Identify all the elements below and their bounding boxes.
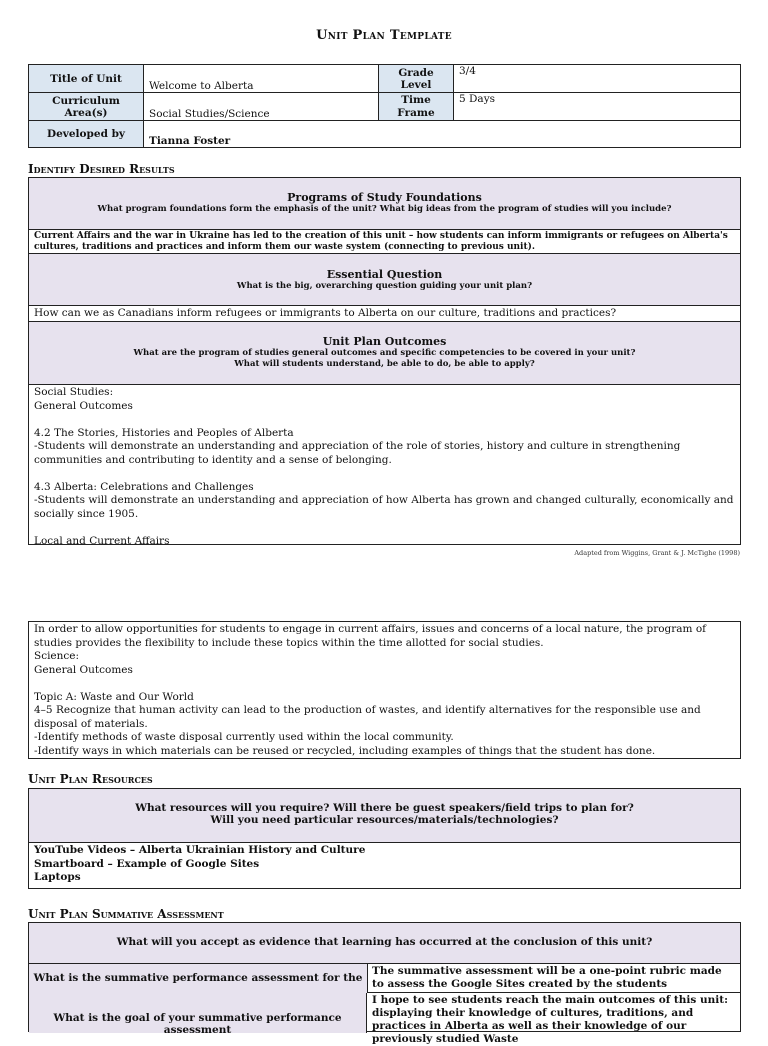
resources-list: YouTube Videos – Alberta Ukrainian History and Culture Smartboard – Example of Google Sites Laptops xyxy=(34,844,366,883)
assessment-row-1 xyxy=(29,964,740,993)
essential-question-prompt: What is the big, overarching question guiding your unit plan? xyxy=(236,281,533,291)
resources-list-band xyxy=(29,843,740,890)
outcomes-title: Unit Plan Outcomes xyxy=(322,335,447,348)
unit-info-table xyxy=(28,64,741,148)
outcomes-header xyxy=(29,322,740,385)
resources-header xyxy=(29,789,740,843)
time-frame-value: 5 Days xyxy=(454,93,741,121)
developed-by-value: Tianna Foster xyxy=(144,121,741,148)
assessment-prompt: What will you accept as evidence that learning has occurred at the conclusion of this unit? xyxy=(116,936,653,948)
summative-assessment-question: What is the summative performance assessment for the xyxy=(29,964,368,993)
resources-prompt-1: What resources will you require? Will there be guest speakers/field trips to plan for? xyxy=(135,802,634,814)
developed-by-label: Developed by xyxy=(29,121,144,148)
assessment-header xyxy=(29,923,740,964)
continued-outcomes-box xyxy=(28,621,741,759)
resources-heading: Unit Plan Resources xyxy=(28,772,153,786)
summative-goal-question: What is the goal of your summative performance assessment xyxy=(29,993,367,1033)
outcomes-prompt-1: What are the program of studies general outcomes and specific competencies to be covered in your unit? xyxy=(133,348,636,358)
foundations-header xyxy=(29,178,740,230)
essential-question-answer-band xyxy=(29,306,740,322)
essential-question-header xyxy=(29,254,740,306)
desired-results-box xyxy=(28,177,741,545)
outcomes-text: Social Studies: General Outcomes 4.2 The Stories, Histories and Peoples of Alberta -Students will demonstrate an understanding and appreciation of the role of stories, history and culture in strengthening communities and contributing to identity and a sense of belonging. 4.3 Alberta: Celebrations and Challenges -Students will demonstrate an understanding and appreciation of how Alberta has grown and changed culturally, economically and socially since 1905. Local and Current Affairs xyxy=(34,386,734,547)
outcomes-prompt-2: What will students understand, be able to do, be able to apply? xyxy=(234,359,535,369)
summative-goal-answer: I hope to see students reach the main outcomes of this unit: displaying their knowledge of cultures, traditions, and practices in Alberta as well as their knowledge of our previously studied Waste xyxy=(372,994,728,1045)
title-of-unit-label: Title of Unit xyxy=(29,65,144,93)
resources-prompt-2: Will you need particular resources/materials/technologies? xyxy=(210,814,559,826)
essential-question-answer: How can we as Canadians inform refugees or immigrants to Alberta on our culture, traditions and practices? xyxy=(34,307,617,319)
foundations-answer-band xyxy=(29,230,740,254)
assessment-box xyxy=(28,922,741,1045)
continued-outcomes-text: In order to allow opportunities for students to engage in current affairs, issues and concerns of a local nature, the program of studies provides the flexibility to include these topics within the time allotted for social studies. Science: General Outcomes Topic A: Waste and Our World 4–5 Recognize that human activity can lead to the production of wastes, and identify alternatives for the responsible use and disposal of materials. -Identify methods of waste disposal currently used within the local community. -Identify ways in which materials can be reused or recycled, including examples of things that the student has done. xyxy=(34,623,707,757)
summative-assessment-answer: The summative assessment will be a one-point rubric made to assess the Google Sites created by the students xyxy=(372,965,722,990)
title-of-unit-value: Welcome to Alberta xyxy=(144,65,379,93)
assessment-heading: Unit Plan Summative Assessment xyxy=(28,907,224,921)
desired-results-heading: Identify Desired Results xyxy=(28,162,175,176)
outcomes-body-band xyxy=(29,385,740,546)
foundations-prompt: What program foundations form the emphasis of the unit? What big ideas from the program of studies will you include? xyxy=(97,204,672,214)
grade-level-label: Grade Level xyxy=(379,65,454,93)
curriculum-area-value: Social Studies/Science xyxy=(144,93,379,121)
page-title: Unit Plan Template xyxy=(316,28,452,43)
adapted-credit: Adapted from Wiggins, Grant & J. McTighe (1998) xyxy=(574,549,740,557)
grade-level-value: 3/4 xyxy=(454,65,741,93)
curriculum-area-label: Curriculum Area(s) xyxy=(29,93,144,121)
foundations-title: Programs of Study Foundations xyxy=(287,191,482,204)
resources-box xyxy=(28,788,741,889)
time-frame-label: Time Frame xyxy=(379,93,454,121)
essential-question-title: Essential Question xyxy=(326,268,443,281)
assessment-row-2 xyxy=(29,993,740,1045)
foundations-answer: Current Affairs and the war in Ukraine has led to the creation of this unit – how students can inform immigrants or refugees on Alberta's cultures, traditions and practices and inform them our waste system (connecting to previous unit). xyxy=(34,231,728,252)
